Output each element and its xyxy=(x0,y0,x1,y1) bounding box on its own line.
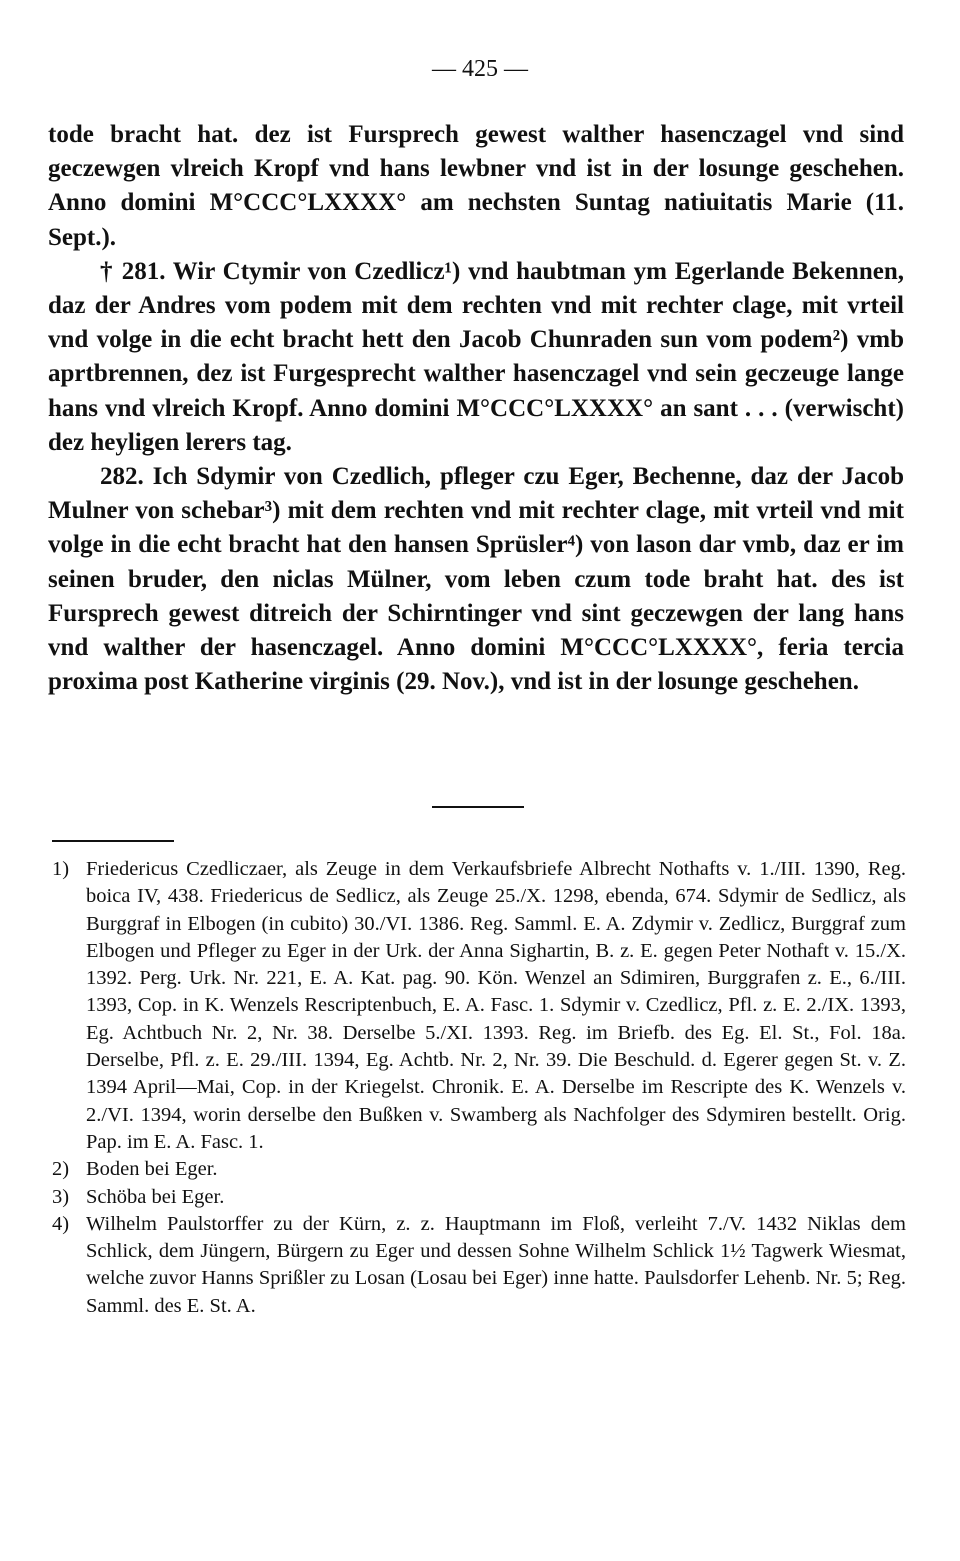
footnote-number: 3) xyxy=(52,1185,70,1208)
page-number: — 425 — xyxy=(432,56,528,82)
paragraph-281: † 281. Wir Ctymir von Czedlicz¹) vnd haubtman ym Egerlande Bekennen, daz der Andres vom podem mit dem rechten vnd mit rechter clage, mit vrteil vnd volge in die echt bracht hett den Jacob Chunraden sun vom podem²) vmb aprtbrennen, dez ist Furgesprecht walther hasenczagel vnd sein geczeuge lange hans vnd vlreich Kropf. Anno domini M°CCC°LXXXX° an sant . . . (verwischt) dez heyligen lerers tag. xyxy=(48,257,904,456)
main-text xyxy=(48,118,904,699)
paragraph-continuation: tode bracht hat. dez ist Fursprech gewest walther hasenczagel vnd sind geczewgen vlreich Kropf vnd hans lewbner vnd ist in der losunge geschehen. Anno domini M°CCC°LXXXX° am nechsten Suntag natiuitatis Marie (11. Sept.). xyxy=(48,121,904,251)
paragraph-282: 282. Ich Sdymir von Czedlich, pfleger czu Eger, Bechenne, daz der Jacob Mulner von schebar³) mit dem rechten vnd mit rechter clage, mit vrteil vnd mit volge in die echt bracht hat den hansen Sprüsler⁴) von lason dar vmb, daz er im seinen bruder, den niclas Mülner, vom leben czum tode braht hat. des ist Fursprech gewest ditreich der Schirntinger vnd sint geczewgen der lang hans vnd walther der hasenczagel. Anno domini M°CCC°LXXXX°, feria tercia proxima post Katherine virginis (29. Nov.), vnd ist in der losunge geschehen. xyxy=(48,463,904,696)
footnote-number: 4) xyxy=(52,1212,70,1235)
footnote-4 xyxy=(52,1211,906,1320)
footnote-3 xyxy=(52,1184,906,1211)
footnote-2 xyxy=(52,1156,906,1183)
footnote-text: Wilhelm Paulstorffer zu der Kürn, z. z. Hauptmann im Floß, verleiht 7./V. 1432 Niklas dem Schlick, dem Jüngern, Bürgern zu Eger und dessen Sohne Wilhelm Schlick 1½ Tagwerk Wiesmat, welche zuvor Hanns Sprißler zu Losan (Losau bei Eger) inne hatte. Paulsdorfer Lehenb. Nr. 5; Reg. Samml. des E. St. A. xyxy=(86,1212,906,1317)
section-divider xyxy=(432,806,524,808)
footnote-text: Schöba bei Eger. xyxy=(86,1185,225,1208)
footnote-number: 1) xyxy=(52,858,70,880)
footnote-text: Friedericus Czedliczaer, als Zeuge in dem Verkaufsbriefe Albrecht Nothafts v. 1./III. 1390, Reg. boica IV, 438. Friedericus de Sedlicz, als Zeuge 25./X. 1298, ebenda, 674. Sdymir de Sedlicz, als Burggraf in Elbogen (in cubito) 30./VI. 1386. Reg. Samml. E. A. Zdymir v. Zedlicz, Burggraf zum Elbogen und Pfleger zu Eger in der Urk. der Anna Sighartin, B. z. E. gegen Peter Nothaft v. 15./X. 1392. Perg. Urk. Nr. 221, E. A. Kat. pag. 90. Kön. Wenzel an Sdimiren, Burggrafen z. E., 6./III. 1393, Cop. in K. Wenzels Rescriptenbuch, E. A. Fasc. 1. Sdymir v. Czedlicz, Pfl. z. E. 2./IX. 1393, Eg. Achtbuch Nr. 2, Nr. 38. Derselbe 5./XI. 1393. Reg. im Briefb. des Eg. El. St., Fol. 18a. Derselbe, Pfl. z. E. 29./III. 1394, Eg. Achtb. Nr. 2, Nr. 39. Die Beschuld. d. Egerer gegen St. v. Z. 1394 April—Mai, Cop. in der Kriegelst. Chronik. E. A. Derselbe im Rescripte des K. Wenzels v. 2./VI. 1394, worin derselbe den Bußken v. Swamberg als Nachfolger des Sdymiren bestellt. Orig. Pap. im E. A. Fasc. 1. xyxy=(86,858,906,1153)
footnote-divider xyxy=(52,840,174,842)
footnotes xyxy=(52,856,906,1320)
footnote-number: 2) xyxy=(52,1158,70,1181)
footnote-1 xyxy=(52,856,906,1156)
footnote-text: Boden bei Eger. xyxy=(86,1158,218,1181)
